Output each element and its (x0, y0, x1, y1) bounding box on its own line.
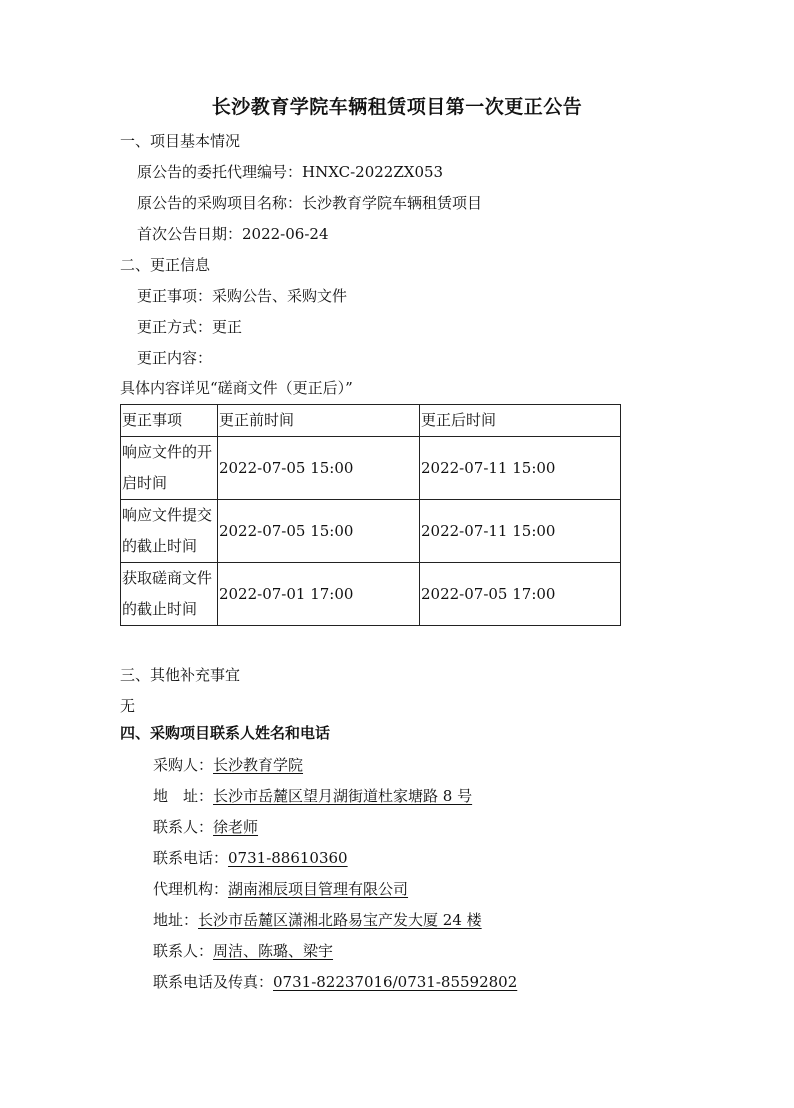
contact-purchaser-phone (153, 848, 348, 868)
document-title: 长沙教育学院车辆租赁项目第一次更正公告 (211, 96, 583, 118)
contact-value: 湖南湘辰项目管理有限公司 (228, 880, 409, 898)
table-cell-after: 2022-07-05 17:00 (419, 563, 620, 626)
contact-value: 周洁、陈璐、梁宇 (213, 942, 334, 960)
project-name-line: 原公告的采购项目名称：长沙教育学院车辆租赁项目 (137, 194, 483, 212)
contact-label: 联系电话： (153, 849, 229, 867)
table-cell-item-line2: 的截止时间 (122, 600, 198, 618)
table-cell-item-line1: 获取磋商文件 (122, 569, 213, 587)
table-cell-item-line2: 启时间 (122, 474, 168, 492)
contact-label: 联系人： (153, 942, 214, 960)
table-cell-item-line1: 响应文件提交 (122, 506, 213, 524)
contact-label: 地址： (153, 911, 199, 929)
correction-items-line: 更正事项：采购公告、采购文件 (137, 287, 348, 305)
contact-purchaser-person (153, 817, 258, 837)
agency-code-line: 原公告的委托代理编号：HNXC-2022ZX053 (137, 163, 444, 181)
contact-agency-phone-fax (153, 972, 517, 992)
table-header-row (121, 405, 621, 437)
correction-method-line: 更正方式：更正 (137, 318, 243, 336)
contact-agency-address (153, 910, 482, 930)
section2-heading: 二、更正信息 (120, 256, 211, 274)
contact-label: 联系电话及传真： (153, 973, 274, 991)
contact-label: 地 址： (153, 787, 214, 805)
contact-label: 联系人： (153, 818, 214, 836)
contact-label: 采购人： (153, 756, 214, 774)
contact-value: 0731-88610360 (228, 849, 348, 867)
contact-value: 0731-82237016/0731-85592802 (273, 973, 518, 991)
contact-value: 长沙市岳麓区望月湖街道杜家塘路 8 号 (213, 787, 473, 805)
table-cell-after: 2022-07-11 15:00 (419, 437, 620, 500)
first-notice-date-line: 首次公告日期：2022-06-24 (137, 225, 329, 243)
section1-heading: 一、项目基本情况 (120, 132, 241, 150)
table-row (121, 563, 621, 626)
contact-value: 长沙教育学院 (213, 756, 304, 774)
table-cell-before: 2022-07-05 15:00 (217, 437, 419, 500)
section4-heading: 四、采购项目联系人姓名和电话 (120, 724, 331, 742)
contact-value: 徐老师 (213, 818, 259, 836)
section3-heading: 三、其他补充事宜 (120, 666, 241, 684)
contact-agency (153, 879, 408, 899)
contact-purchaser-address (153, 786, 472, 806)
contact-agency-persons (153, 941, 333, 961)
contact-value: 长沙市岳麓区潇湘北路易宝产发大厦 24 楼 (198, 911, 482, 929)
table-header-before: 更正前时间 (217, 405, 419, 437)
table-cell-item (121, 500, 218, 563)
table-cell-item-line2: 的截止时间 (122, 537, 198, 555)
table-cell-before: 2022-07-05 15:00 (217, 500, 419, 563)
contact-purchaser (153, 755, 303, 775)
detail-note: 具体内容详见“磋商文件（更正后）” (120, 379, 353, 397)
contact-label: 代理机构： (153, 880, 229, 898)
table-cell-after: 2022-07-11 15:00 (419, 500, 620, 563)
table-cell-item (121, 563, 218, 626)
table-cell-before: 2022-07-01 17:00 (217, 563, 419, 626)
correction-content-line: 更正内容： (137, 349, 213, 367)
table-cell-item-line1: 响应文件的开 (122, 443, 213, 461)
table-row (121, 437, 621, 500)
table-row (121, 500, 621, 563)
table-header-item: 更正事项 (121, 405, 218, 437)
table-cell-item (121, 437, 218, 500)
section3-content: 无 (120, 697, 136, 715)
correction-table (120, 404, 621, 626)
table-header-after: 更正后时间 (419, 405, 620, 437)
